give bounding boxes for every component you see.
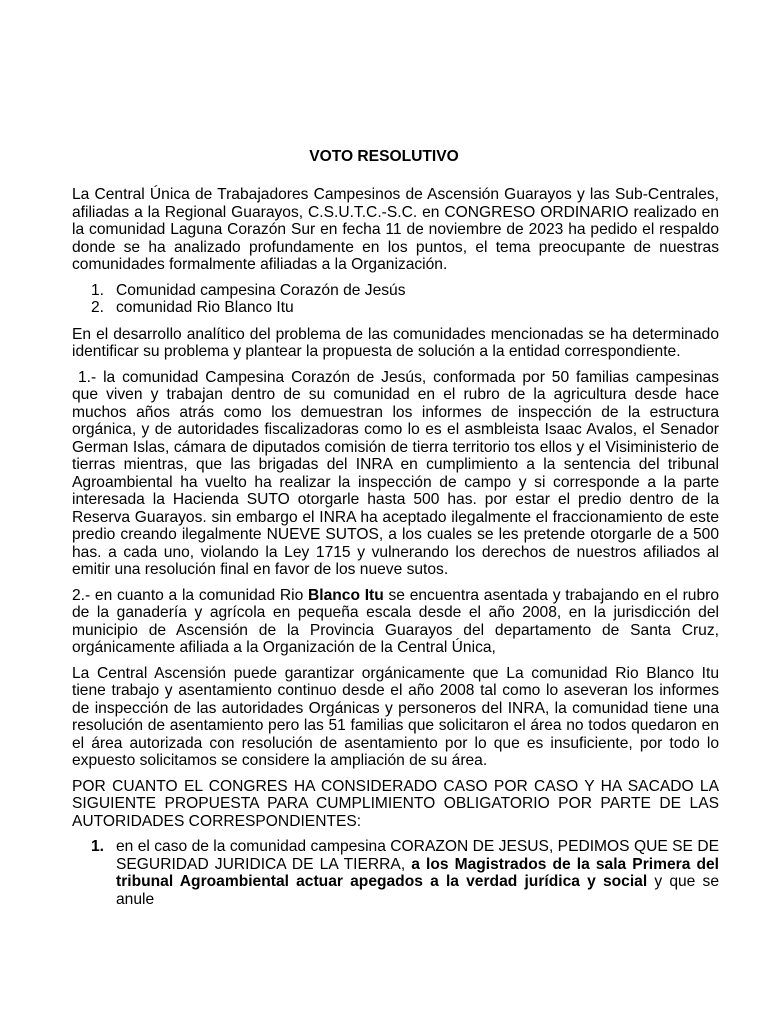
case-two-paragraph [72,587,719,657]
list-item-number: 1. [91,281,105,299]
proposal-text-a: en el caso de la comunidad campesina CORAZON DE JESUS, PEDIMOS QUE SE DE SEGURIDAD JURIDICA DE LA TIERRA, [116,838,719,873]
list-item-text [116,838,719,908]
document-body [72,186,719,908]
document-title: VOTO RESOLUTIVO [309,148,459,165]
list-item-number: 1. [91,838,105,855]
list-item-number: 2. [91,299,105,316]
guarantee-paragraph: La Central Ascensión puede garantizar orgánicamente que La comunidad Rio Blanco Itu tiene trabajo y asentamiento continuo desde el año 2008 tal como lo aseveran los informes de inspección de las autoridades Orgánicas y personeros del INRA, la comunidad tiene una resolución de asentamiento pero las 51 familias que solicitaron el área no todos quedaron en el área autorizada con resolución de asentamiento por lo que es insuficiente, por todo lo expuesto solicitamos se considere la ampliación de su área. [72,664,719,769]
list-item-text: comunidad Rio Blanco Itu [116,299,294,316]
communities-list [72,282,719,317]
analysis-paragraph: En el desarrollo analítico del problema de las comunidades mencionadas se ha determinado identificar su problema y plantear la propuesta de solución a la entidad correspondiente. [72,325,719,360]
case-two-text-c: se encuentra asentada y trabajando en el rubro de la ganadería y agrícola en pequeña escala desde el año 2008, en la jurisdicción del municipio de Ascensión de la Provincia Guarayos del departamento de Santa Cruz, orgánicamente afiliada a la Organización de la Central Única, [72,586,720,656]
list-item-text: Comunidad campesina Corazón de Jesús [116,281,406,299]
list-item [72,282,719,300]
list-item [72,838,719,908]
proposal-text-c: y que se anule [116,873,720,908]
list-item [72,299,719,317]
proposal-text-bold: a los Magistrados de la sala Primera del tribunal Agroambiental actuar apegados a la verdad jurídica y social [116,855,719,890]
case-one-paragraph: 1.- la comunidad Campesina Corazón de Jesús, conformada por 50 familias campesinas que viven y trabajan dentro de su comunidad en el rubro de la agricultura desde hace muchos años atrás como los demuestran los informes de inspección de la estructura orgánica, y de autoridades fiscalizadoras como lo es el asmbleista Isaac Avalos, el Senador German Islas, cámara de diputados comisión de tierra territorio tos ellos y el Visiministerio de tierras mientras, que las brigadas del INRA en cumplimiento a la sentencia del tribunal Agroambiental ha vuelto ha realizar la inspección de campo y si corresponde a la parte interesada la Hacienda SUTO otorgarle hasta 500 has. por estar el predio dentro de la Reserva Guarayos. sin embargo el INRA ha aceptado ilegalmente el fraccionamiento de este predio creando ilegalmente NUEVE SUTOS, a los cuales se les pretende otorgarle de a 500 has. a cada uno, violando la Ley 1715 y vulnerando los derechos de nuestros afiliados al emitir una resolución final en favor de los nueve sutos. [72,368,719,578]
case-two-text-bold: Blanco Itu [308,586,384,604]
case-two-text-a: 2.- en cuanto a la comunidad Rio [72,586,308,604]
congress-statement: POR CUANTO EL CONGRES HA CONSIDERADO CASO POR CASO Y HA SACADO LA SIGUIENTE PROPUESTA PARA CUMPLIMIENTO OBLIGATORIO POR PARTE DE LAS AUTORIDADES CORRESPONDIENTES: [72,777,719,830]
intro-paragraph: La Central Única de Trabajadores Campesinos de Ascensión Guarayos y las Sub-Centrales, afiliadas a la Regional Guarayos, C.S.U.T.C.-S.C. en CONGRESO ORDINARIO realizado en la comunidad Laguna Corazón Sur en fecha 11 de noviembre de 2023 ha pedido el respaldo donde se ha analizado profundamente en los puntos, el tema preocupante de nuestras comunidades formalmente afiliadas a la Organización. [72,186,719,273]
proposals-list [72,838,719,908]
